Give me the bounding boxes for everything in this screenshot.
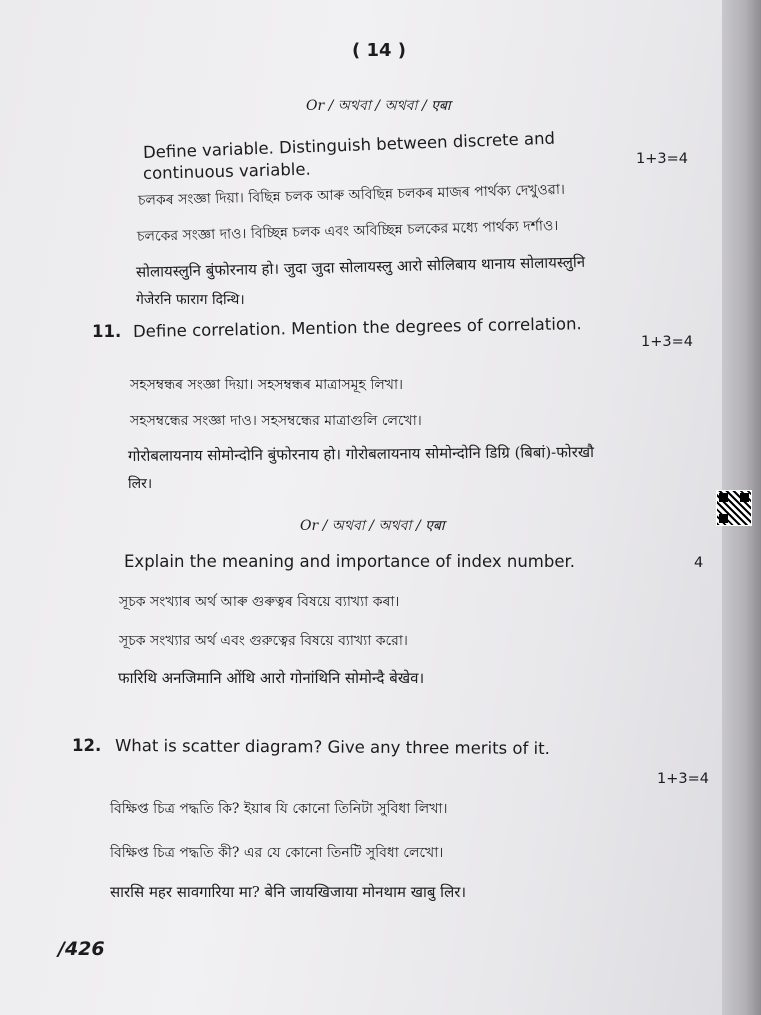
q10-or-bengali: চলকের সংজ্ঞা দাও। বিচ্ছিন্ন চলক এবং অবিচ্ছিন্ন চলকের মধ্যে পার্থক্য দর্শাও। [136,217,559,245]
q10-or-text-line2: continuous variable. [142,159,311,183]
q10-or-assamese: চলকৰ সংজ্ঞা দিয়া। বিছিন্ন চলক আৰু অবিছিন্ন চলকৰ মাজৰ পাৰ্থক্য দেখুওৱা। [137,181,566,209]
q11-bodo-line1: गोरोबलायनाय सोमोन्दोनि बुंफोरनाय हो। गोरोबलायनाय सोमोन्दोनि डिग्रि (बिबां)-फोरखौ [127,442,595,465]
q11-number: 11. [92,322,122,341]
qr-code-icon [716,490,752,526]
q12-assamese: বিক্ষিপ্ত চিত্ৰ পদ্ধতি কি? ইয়াৰ যি কোনো তিনিটা সুবিধা লিখা। [110,801,448,817]
q12-marks: 1+3=4 [657,771,709,787]
q11-bodo-line2: लिर। [128,476,153,492]
q12-number: 12. [72,736,102,755]
q10-or-bodo-line1: सोलायस्लुनि बुंफोरनाय हो। जुदा जुदा सोलायस्लु आरो सोलिबाय थानाय सोलायस्लुनि [135,252,586,281]
or-separator-2: Or / অথবা / অথবা / एबा [300,518,445,534]
q11-or-text: Explain the meaning and importance of index number. [124,552,575,571]
q12-bengali: বিক্ষিপ্ত চিত্র পদ্ধতি কী? এর যে কোনো তিনটি সুবিধা লেখো। [110,845,444,861]
or-separator-1: Or / অথবা / অথবা / एबा [306,98,451,114]
q10-or-marks: 1+3=4 [636,151,688,167]
q11-or-bengali: সূচক সংখ্যার অর্থ এবং গুরুত্বের বিষয়ে ব্যাখ্যা করো। [119,633,408,649]
q12-bodo: सारसि महर सावगारिया मा? बेनि जायखिजाया मोनथाम खाबु लिर। [110,883,467,901]
q10-or-text-line1: Define variable. Distinguish between discrete and [142,128,556,162]
page-number: ( 14 ) [352,40,407,61]
q11-text: Define correlation. Mention the degrees of correlation. [132,314,582,341]
q11-assamese: সহসম্বন্ধৰ সংজ্ঞা দিয়া। সহসম্বন্ধৰ মাত্ৰাসমূহ লিখা। [130,377,404,393]
q11-or-marks: 4 [694,555,704,571]
q11-or-bodo: फारिथि अनजिमानि ओंथि आरो गोनांथिनि सोमोन्दै बेखेव। [118,669,425,687]
q12-text: What is scatter diagram? Give any three merits of it. [114,736,550,759]
q10-or-bodo-line2: गेजेरनि फाराग दिन्थि। [136,292,245,308]
q11-or-assamese: সূচক সংখ্যাৰ অৰ্থ আৰু গুৰুত্বৰ বিষয়ে ব্যাখ্যা কৰা। [119,594,400,610]
q11-marks: 1+3=4 [641,334,693,350]
footer-code: /426 [58,938,105,960]
q11-bengali: সহসম্বন্ধের সংজ্ঞা দাও। সহসম্বন্ধের মাত্রাগুলি লেখো। [130,413,422,429]
